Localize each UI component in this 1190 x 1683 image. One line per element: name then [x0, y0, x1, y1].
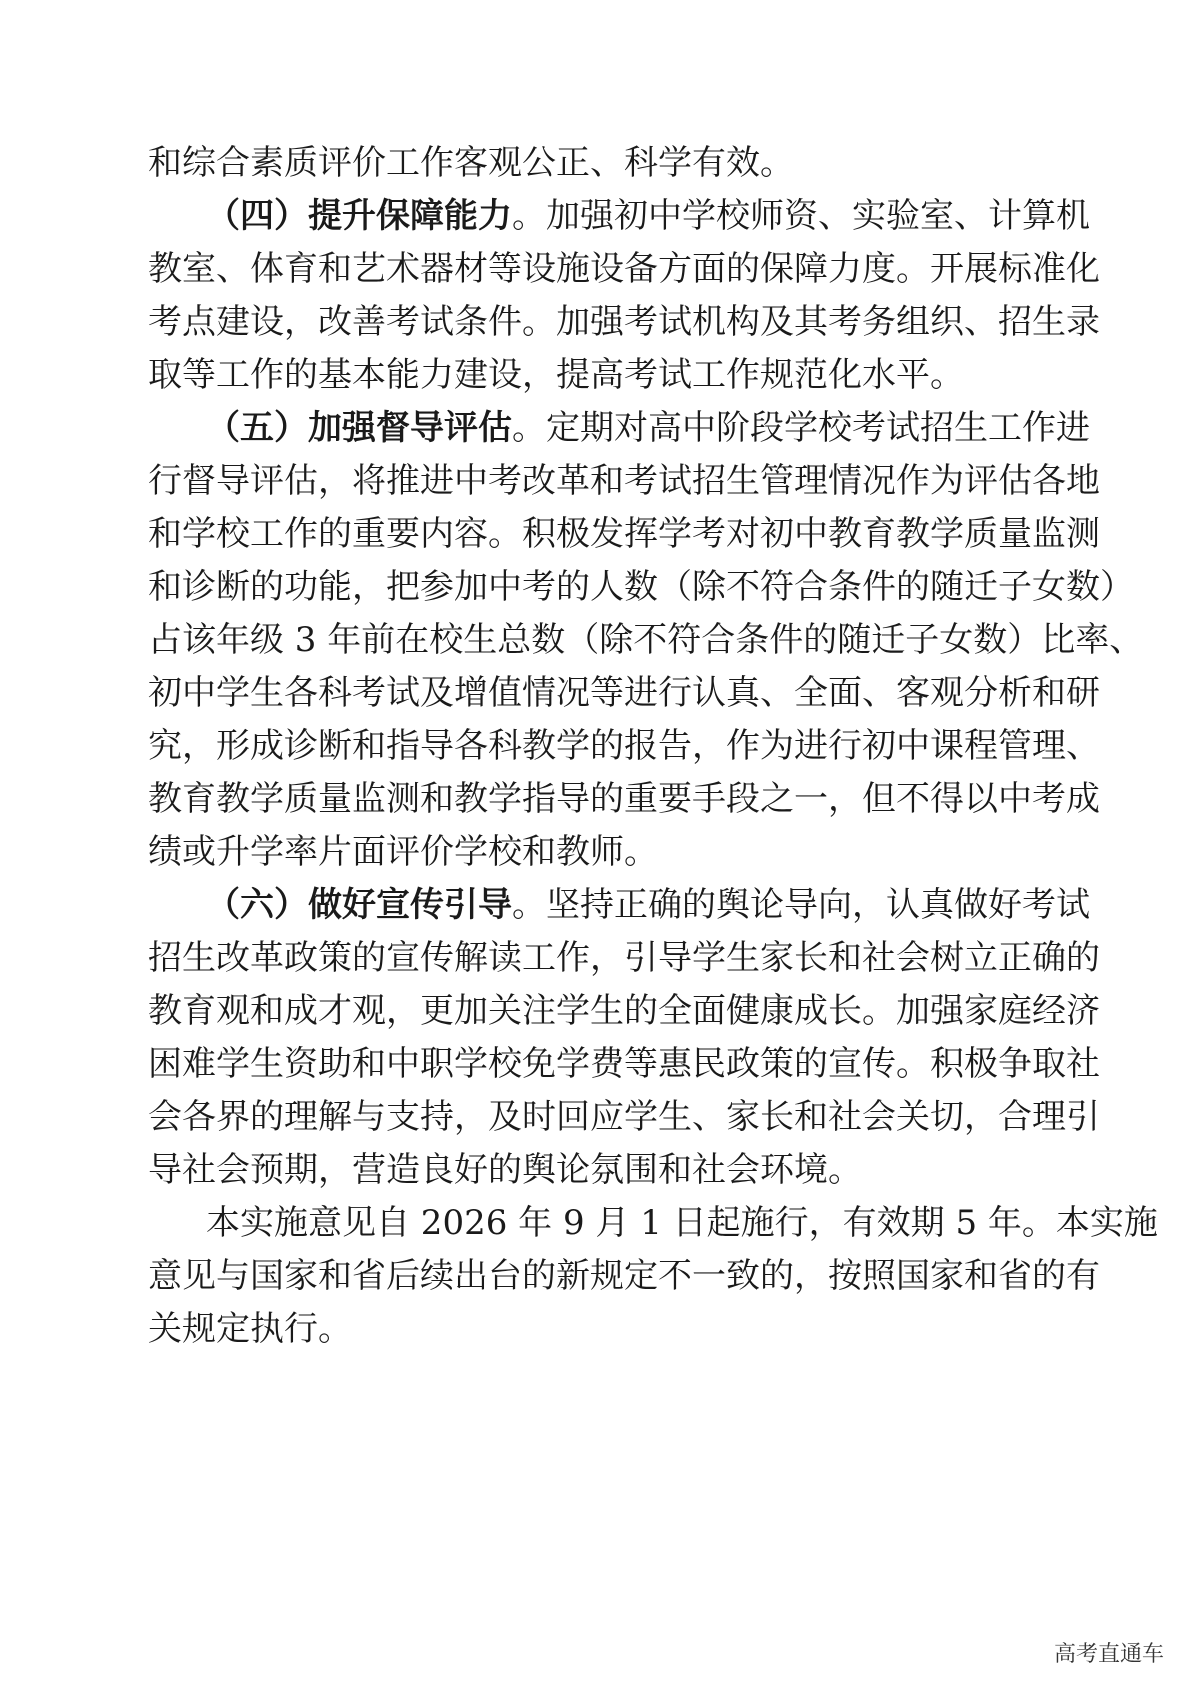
- watermark: 高考直通车: [1053, 1642, 1164, 1667]
- text-line: 究，形成诊断和指导各科教学的报告，作为进行初中课程管理、: [148, 726, 1100, 766]
- text-line: 考点建设，改善考试条件。加强考试机构及其考务组织、招生录: [148, 302, 1100, 342]
- section-six-line: [206, 875, 1090, 935]
- text-line: 招生改革政策的宣传解读工作，引导学生家长和社会树立正确的: [148, 938, 1100, 978]
- section-text: 。坚持正确的舆论导向，认真做好考试: [512, 885, 1090, 925]
- text-line: 意见与国家和省后续出台的新规定不一致的，按照国家和省的有: [148, 1256, 1100, 1296]
- text-line: 会各界的理解与支持，及时回应学生、家长和社会关切，合理引: [148, 1097, 1100, 1137]
- section-heading: （四）提升保障能力: [206, 196, 512, 236]
- text-line: 和综合素质评价工作客观公正、科学有效。: [148, 143, 794, 183]
- text-line: 关规定执行。: [148, 1309, 352, 1349]
- text-line: 和学校工作的重要内容。积极发挥学考对初中教育教学质量监测: [148, 514, 1100, 554]
- section-heading: （六）做好宣传引导: [206, 885, 512, 925]
- text-line: 教育教学质量监测和教学指导的重要手段之一，但不得以中考成: [148, 779, 1100, 819]
- section-four-line: [206, 186, 1090, 246]
- text-line: 绩或升学率片面评价学校和教师。: [148, 832, 658, 872]
- text-line: 导社会预期，营造良好的舆论氛围和社会环境。: [148, 1150, 862, 1190]
- section-text: 。定期对高中阶段学校考试招生工作进: [512, 408, 1090, 448]
- section-text: 。加强初中学校师资、实验室、计算机: [512, 196, 1090, 236]
- text-line: 占该年级 3 年前在校生总数（除不符合条件的随迁子女数）比率、: [148, 620, 1144, 660]
- text-line: 教室、体育和艺术器材等设施设备方面的保障力度。开展标准化: [148, 249, 1100, 289]
- text-line: 和诊断的功能，把参加中考的人数（除不符合条件的随迁子女数）: [148, 567, 1134, 607]
- section-five-line: [206, 398, 1090, 458]
- text-line: 教育观和成才观，更加关注学生的全面健康成长。加强家庭经济: [148, 991, 1100, 1031]
- text-line: 初中学生各科考试及增值情况等进行认真、全面、客观分析和研: [148, 673, 1100, 713]
- effective-date-line: 本实施意见自 2026 年 9 月 1 日起施行，有效期 5 年。本实施: [206, 1203, 1158, 1243]
- text-line: 行督导评估，将推进中考改革和考试招生管理情况作为评估各地: [148, 461, 1100, 501]
- text-line: 取等工作的基本能力建设，提高考试工作规范化水平。: [148, 355, 964, 395]
- text-line: 困难学生资助和中职学校免学费等惠民政策的宣传。积极争取社: [148, 1044, 1100, 1084]
- section-heading: （五）加强督导评估: [206, 408, 512, 448]
